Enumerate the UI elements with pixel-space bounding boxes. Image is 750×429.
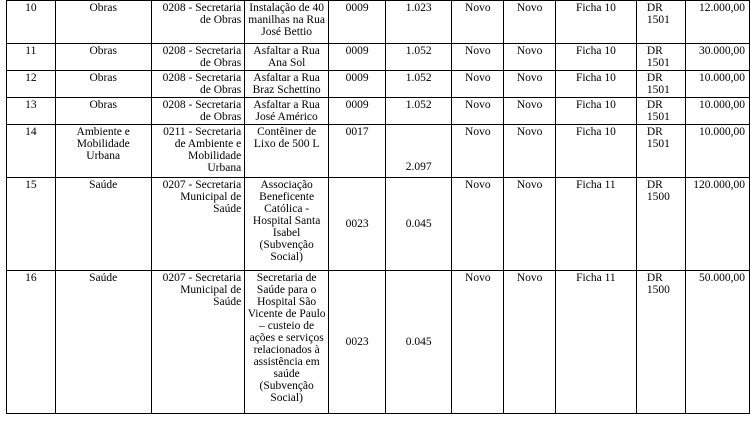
ficha-cell: Ficha 10 bbox=[556, 1, 637, 44]
row-number: 10 bbox=[7, 1, 56, 44]
fonte-cell-line: DR bbox=[646, 72, 663, 84]
area-cell-line: Saúde bbox=[89, 272, 118, 284]
descricao-cell bbox=[245, 271, 329, 414]
table-row bbox=[7, 98, 750, 125]
numero-cell: 2.097 bbox=[386, 125, 452, 178]
area-cell-line: Obras bbox=[89, 45, 117, 57]
ficha-cell: Ficha 10 bbox=[556, 98, 637, 125]
descricao-cell-line: Católica - bbox=[264, 203, 310, 215]
descricao-cell bbox=[245, 98, 329, 125]
valor-cell: 120.000,00 bbox=[685, 178, 750, 271]
descricao-cell-line: Vicente de Paulo bbox=[247, 308, 326, 320]
valor-cell: 50.000,00 bbox=[685, 271, 750, 414]
fonte-cell bbox=[636, 125, 685, 178]
numero-cell: 1.052 bbox=[386, 98, 452, 125]
descricao-cell-line: Lixo de 500 L bbox=[253, 138, 320, 150]
secretaria-cell-line: 0207 - Secretaria bbox=[162, 272, 242, 284]
numero-cell: 0.045 bbox=[386, 178, 452, 271]
secretaria-cell bbox=[151, 71, 244, 98]
descricao-cell bbox=[245, 178, 329, 271]
descricao-cell-line: relacionados à bbox=[253, 344, 320, 356]
area-cell-line: Urbana bbox=[86, 150, 121, 162]
secretaria-cell bbox=[151, 178, 244, 271]
codigo-cell: 0009 bbox=[329, 71, 386, 98]
area-cell-line: Obras bbox=[89, 2, 117, 14]
fonte-cell-line: DR bbox=[646, 45, 663, 57]
fonte-cell-line: DR bbox=[646, 2, 663, 14]
secretaria-cell-line: Mobilidade bbox=[188, 150, 242, 162]
fonte-cell-line: DR bbox=[646, 272, 663, 284]
valor-cell: 10.000,00 bbox=[685, 71, 750, 98]
secretaria-cell bbox=[151, 125, 244, 178]
descricao-cell-line: Asfaltar a Rua bbox=[253, 45, 320, 57]
ficha-cell: Ficha 10 bbox=[556, 71, 637, 98]
valor-cell: 10.000,00 bbox=[685, 98, 750, 125]
descricao-cell-line: Braz Schettino bbox=[252, 84, 321, 96]
row-number: 14 bbox=[7, 125, 56, 178]
descricao-cell-line: Isabel bbox=[272, 227, 301, 239]
table-row bbox=[7, 1, 750, 44]
status-cell: Novo bbox=[452, 125, 504, 178]
status-cell: Novo bbox=[504, 1, 556, 44]
secretaria-cell-line: Saúde bbox=[213, 296, 242, 308]
status-cell: Novo bbox=[452, 1, 504, 44]
descricao-cell-line: Instalação de 40 bbox=[249, 2, 324, 14]
area-cell bbox=[55, 271, 151, 414]
secretaria-cell bbox=[151, 44, 244, 71]
descricao-cell-line: Secretaria de bbox=[256, 272, 317, 284]
descricao-cell-line: Associação bbox=[260, 179, 313, 191]
descricao-cell-line: Beneficente bbox=[259, 191, 315, 203]
secretaria-cell-line: de Obras bbox=[200, 57, 242, 69]
secretaria-cell-line: Urbana bbox=[207, 162, 242, 174]
budget-table bbox=[6, 0, 750, 414]
descricao-cell-line: José Américo bbox=[255, 111, 318, 123]
ficha-cell: Ficha 11 bbox=[556, 271, 637, 414]
ficha-cell: Ficha 10 bbox=[556, 44, 637, 71]
fonte-cell-line: DR bbox=[646, 126, 663, 138]
fonte-cell-line: 1500 bbox=[646, 284, 670, 296]
fonte-cell-line: 1501 bbox=[646, 111, 670, 123]
secretaria-cell-line: Saúde bbox=[213, 203, 242, 215]
area-cell bbox=[55, 71, 151, 98]
fonte-cell bbox=[636, 71, 685, 98]
area-cell-line: Ambiente e bbox=[76, 126, 130, 138]
descricao-cell-line: Asfaltar a Rua bbox=[253, 72, 320, 84]
status-cell: Novo bbox=[504, 98, 556, 125]
descricao-cell-line: Hospital Santa bbox=[252, 215, 321, 227]
status-cell: Novo bbox=[504, 44, 556, 71]
row-number: 11 bbox=[7, 44, 56, 71]
descricao-cell-line: manilhas na Rua bbox=[248, 14, 325, 26]
ficha-cell: Ficha 10 bbox=[556, 125, 637, 178]
status-cell: Novo bbox=[504, 125, 556, 178]
valor-cell: 12.000,00 bbox=[685, 1, 750, 44]
descricao-cell-line: Hospital São bbox=[257, 296, 317, 308]
fonte-cell bbox=[636, 98, 685, 125]
row-number: 16 bbox=[7, 271, 56, 414]
secretaria-cell-line: 0211 - Secretaria bbox=[163, 126, 242, 138]
descricao-cell bbox=[245, 125, 329, 178]
secretaria-cell-line: de Ambiente e bbox=[174, 138, 242, 150]
secretaria-cell bbox=[151, 271, 244, 414]
area-cell-line: Mobilidade bbox=[76, 138, 130, 150]
row-number: 13 bbox=[7, 98, 56, 125]
descricao-cell-line: (Subvenção bbox=[259, 239, 314, 251]
table-body bbox=[7, 1, 750, 414]
descricao-cell-line: saúde bbox=[273, 368, 300, 380]
secretaria-cell bbox=[151, 1, 244, 44]
codigo-cell: 0009 bbox=[329, 1, 386, 44]
codigo-cell: 0009 bbox=[329, 44, 386, 71]
fonte-cell-line: DR bbox=[646, 179, 663, 191]
numero-cell: 1.052 bbox=[386, 44, 452, 71]
secretaria-cell-line: de Obras bbox=[200, 14, 242, 26]
fonte-cell bbox=[636, 178, 685, 271]
secretaria-cell-line: Municipal de bbox=[180, 191, 242, 203]
numero-cell: 1.052 bbox=[386, 71, 452, 98]
status-cell: Novo bbox=[452, 271, 504, 414]
secretaria-cell-line: 0208 - Secretaria bbox=[162, 72, 242, 84]
descricao-cell-line: Social) bbox=[270, 392, 303, 404]
descricao-cell-line: Asfaltar a Rua bbox=[253, 99, 320, 111]
row-number: 15 bbox=[7, 178, 56, 271]
fonte-cell bbox=[636, 1, 685, 44]
descricao-cell-line: Ana Sol bbox=[267, 57, 306, 69]
codigo-cell: 0023 bbox=[329, 178, 386, 271]
valor-cell: 30.000,00 bbox=[685, 44, 750, 71]
ficha-cell: Ficha 11 bbox=[556, 178, 637, 271]
descricao-cell-line: Contêiner de bbox=[257, 126, 317, 138]
area-cell bbox=[55, 44, 151, 71]
status-cell: Novo bbox=[452, 98, 504, 125]
area-cell-line: Obras bbox=[89, 99, 117, 111]
row-number: 12 bbox=[7, 71, 56, 98]
table-row bbox=[7, 271, 750, 414]
descricao-cell-line: Social) bbox=[270, 251, 303, 263]
status-cell: Novo bbox=[452, 71, 504, 98]
secretaria-cell-line: 0207 - Secretaria bbox=[162, 179, 242, 191]
area-cell bbox=[55, 1, 151, 44]
status-cell: Novo bbox=[504, 178, 556, 271]
fonte-cell-line: DR bbox=[646, 99, 663, 111]
descricao-cell-line: (Subvenção bbox=[259, 380, 314, 392]
table-row bbox=[7, 71, 750, 98]
descricao-cell-line: ações e serviços bbox=[249, 332, 324, 344]
fonte-cell-line: 1501 bbox=[646, 14, 670, 26]
status-cell: Novo bbox=[504, 71, 556, 98]
codigo-cell: 0023 bbox=[329, 271, 386, 414]
area-cell-line: Obras bbox=[89, 72, 117, 84]
area-cell bbox=[55, 178, 151, 271]
fonte-cell bbox=[636, 271, 685, 414]
fonte-cell bbox=[636, 44, 685, 71]
descricao-cell bbox=[245, 71, 329, 98]
status-cell: Novo bbox=[452, 44, 504, 71]
codigo-cell: 0009 bbox=[329, 98, 386, 125]
descricao-cell-line: assistência em bbox=[253, 356, 320, 368]
table-row bbox=[7, 44, 750, 71]
secretaria-cell-line: 0208 - Secretaria bbox=[162, 99, 242, 111]
status-cell: Novo bbox=[504, 271, 556, 414]
numero-cell: 1.023 bbox=[386, 1, 452, 44]
secretaria-cell-line: Municipal de bbox=[180, 284, 242, 296]
fonte-cell-line: 1501 bbox=[646, 84, 670, 96]
secretaria-cell-line: 0208 - Secretaria bbox=[162, 45, 242, 57]
numero-cell: 0.045 bbox=[386, 271, 452, 414]
table-row bbox=[7, 178, 750, 271]
valor-cell: 10.000,00 bbox=[685, 125, 750, 178]
area-cell bbox=[55, 98, 151, 125]
descricao-cell bbox=[245, 44, 329, 71]
area-cell bbox=[55, 125, 151, 178]
table-row bbox=[7, 125, 750, 178]
status-cell: Novo bbox=[452, 178, 504, 271]
secretaria-cell-line: de Obras bbox=[200, 111, 242, 123]
fonte-cell-line: 1500 bbox=[646, 191, 670, 203]
descricao-cell bbox=[245, 1, 329, 44]
descricao-cell-line: – custeio de bbox=[259, 320, 315, 332]
fonte-cell-line: 1501 bbox=[646, 57, 670, 69]
secretaria-cell-line: de Obras bbox=[200, 84, 242, 96]
fonte-cell-line: 1501 bbox=[646, 138, 670, 150]
codigo-cell: 0017 bbox=[329, 125, 386, 178]
area-cell-line: Saúde bbox=[89, 179, 118, 191]
secretaria-cell-line: 0208 - Secretaria bbox=[162, 2, 242, 14]
descricao-cell-line: José Bettio bbox=[261, 26, 313, 38]
secretaria-cell bbox=[151, 98, 244, 125]
descricao-cell-line: Saúde para o bbox=[256, 284, 317, 296]
